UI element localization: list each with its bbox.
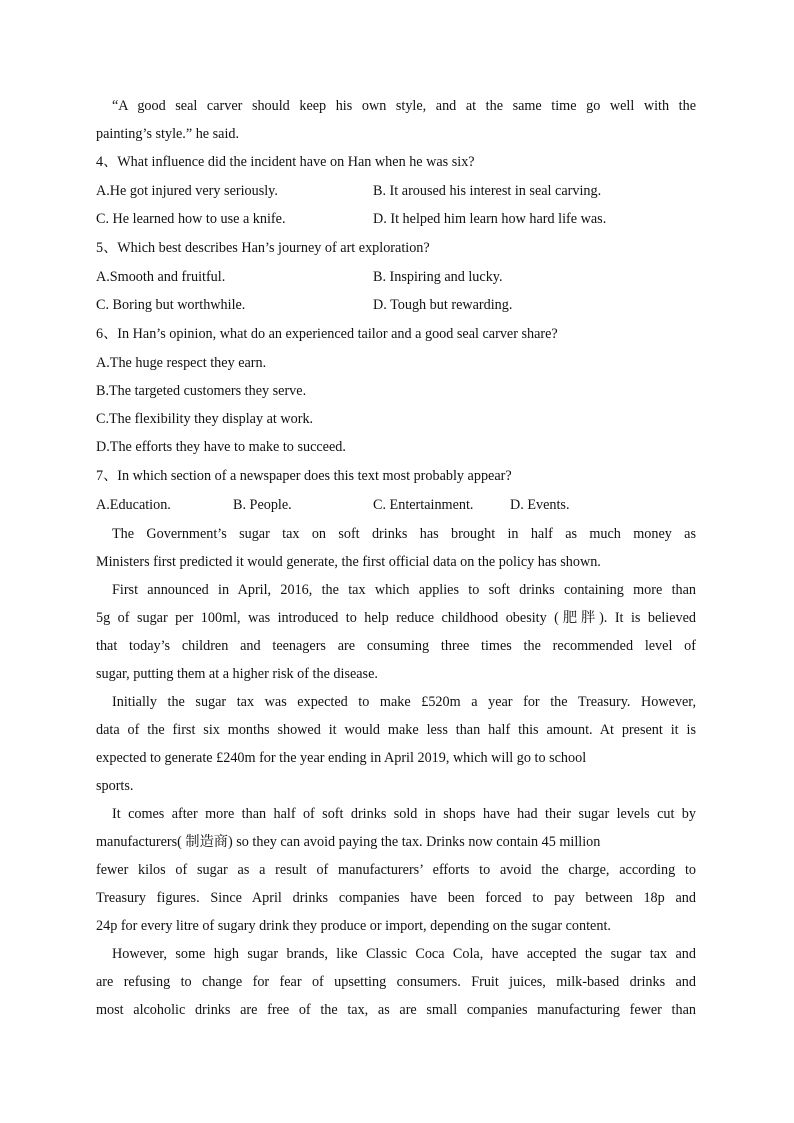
question-5-options-row-1 xyxy=(96,263,696,291)
question-5-stem: 5、Which best describes Han’s journey of art exploration? xyxy=(96,240,430,256)
passage-p4-line-5: 24p for every litre of sugary drink they produce or import, depending on the sugar content. xyxy=(96,918,611,934)
passage-p4-line-1: It comes after more than half of soft drinks sold in shops have had their sugar levels cut by xyxy=(112,806,696,822)
passage-p3-line-4: sports. xyxy=(96,778,134,794)
passage-p3-line-1: Initially the sugar tax was expected to make £520m a year for the Treasury. However, xyxy=(112,694,696,710)
question-6-option-a[interactable]: A.The huge respect they earn. xyxy=(96,355,267,371)
question-7-stem: 7、In which section of a newspaper does this text most probably appear? xyxy=(96,468,512,484)
passage-p2-line-2: 5g of sugar per 100ml, was introduced to help reduce childhood obesity (肥胖). It is believed xyxy=(96,610,696,626)
passage-p4-line-4: Treasury figures. Since April drinks companies have been forced to pay between 18p and xyxy=(96,890,696,906)
passage-p2-line-3: that today’s children and teenagers are consuming three times the recommended level of xyxy=(96,638,696,654)
passage-p1-line-1: The Government’s sugar tax on soft drinks has brought in half as much money as xyxy=(112,526,696,542)
question-6-option-d[interactable]: D.The efforts they have to make to succeed. xyxy=(96,439,346,455)
passage-p2-line-1: First announced in April, 2016, the tax which applies to soft drinks containing more than xyxy=(112,582,696,598)
passage-p2-line-4: sugar, putting them at a higher risk of the disease. xyxy=(96,666,378,682)
passage-p5-line-2: are refusing to change for fear of upsetting consumers. Fruit juices, milk-based drinks and xyxy=(96,974,696,990)
question-4-option-c[interactable]: C. He learned how to use a knife. xyxy=(96,211,286,227)
passage-p3-line-3: expected to generate £240m for the year ending in April 2019, which will go to school xyxy=(96,750,587,766)
passage-p5-line-3: most alcoholic drinks are free of the tax, as are small companies manufacturing fewer than xyxy=(96,1002,696,1018)
passage-p1-line-2: Ministers first predicted it would generate, the first official data on the policy has shown. xyxy=(96,554,601,570)
question-7-option-c[interactable]: C. Entertainment. xyxy=(373,497,474,513)
intro-quote-line-1: “A good seal carver should keep his own style, and at the same time go well with the xyxy=(112,98,696,114)
question-5-options-row-2 xyxy=(96,291,696,319)
question-5-option-a[interactable]: A.Smooth and fruitful. xyxy=(96,269,226,285)
question-6-stem: 6、In Han’s opinion, what do an experienced tailor and a good seal carver share? xyxy=(96,326,558,342)
passage-p4-line-2: manufacturers( 制造商) so they can avoid paying the tax. Drinks now contain 45 million xyxy=(96,834,601,850)
question-4-options-row-2 xyxy=(96,205,696,233)
question-7-option-d[interactable]: D. Events. xyxy=(510,497,570,513)
document-page xyxy=(96,92,696,1024)
question-7-option-b[interactable]: B. People. xyxy=(233,497,292,513)
question-5-option-d[interactable]: D. Tough but rewarding. xyxy=(373,297,513,313)
question-4-options-row-1 xyxy=(96,177,696,205)
question-7-options-row xyxy=(96,491,696,519)
passage-p5-line-1: However, some high sugar brands, like Classic Coca Cola, have accepted the sugar tax and xyxy=(112,946,696,962)
question-4-option-d[interactable]: D. It helped him learn how hard life was. xyxy=(373,211,607,227)
question-4-option-a[interactable]: A.He got injured very seriously. xyxy=(96,183,278,199)
passage-p3-line-2: data of the first six months showed it would make less than half this amount. At present it is xyxy=(96,722,696,738)
passage-p4-line-3: fewer kilos of sugar as a result of manufacturers’ efforts to avoid the charge, according to xyxy=(96,862,696,878)
question-5-option-b[interactable]: B. Inspiring and lucky. xyxy=(373,269,503,285)
question-4-stem: 4、What influence did the incident have on Han when he was six? xyxy=(96,154,475,170)
question-6-option-c[interactable]: C.The flexibility they display at work. xyxy=(96,411,314,427)
question-6-option-b[interactable]: B.The targeted customers they serve. xyxy=(96,383,307,399)
question-5-option-c[interactable]: C. Boring but worthwhile. xyxy=(96,297,246,313)
intro-quote-line-2: painting’s style.” he said. xyxy=(96,126,240,142)
question-7-option-a[interactable]: A.Education. xyxy=(96,497,171,513)
question-4-option-b[interactable]: B. It aroused his interest in seal carving. xyxy=(373,183,602,199)
